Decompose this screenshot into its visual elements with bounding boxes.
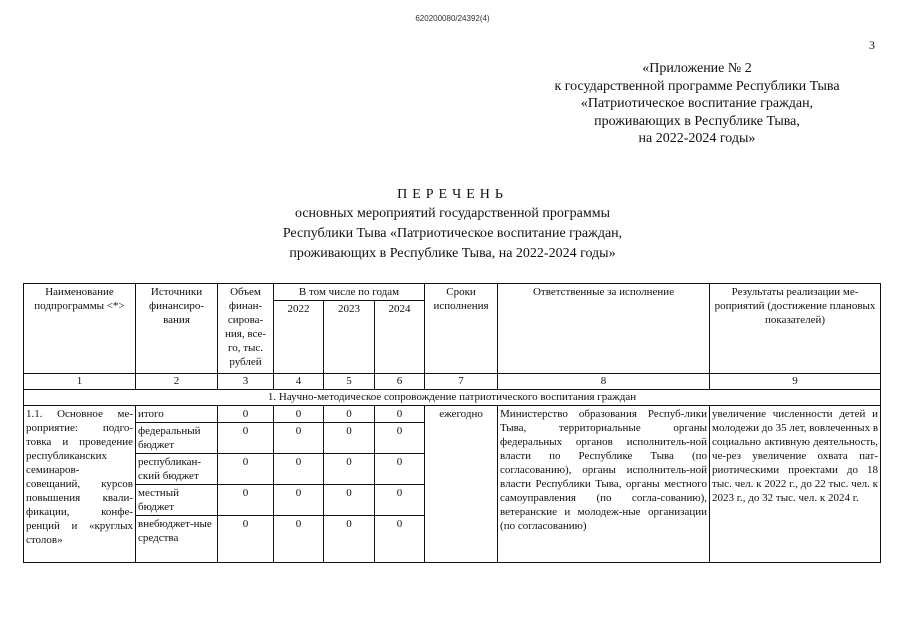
measure-name: 1.1. Основное ме-роприятие: подго-товка и проведение республиканских семинаров-совещаний, курсов повышения квали-фикации, конфе-ренций и «круглых столов» bbox=[24, 406, 136, 563]
header-name: Наименование подпрограммы <*> bbox=[24, 284, 136, 374]
source-2024: 0 bbox=[375, 423, 425, 454]
measure-results: увеличение численности детей и молодежи до 35 лет, вовлеченных в социально активную деятельность, че-рез увеличение охвата пат-риотическими проектами до 18 тыс. чел. к 2022 г., до 22 тыс. чел. к 2023 г., до 32 тыс. чел. к 2024 г. bbox=[710, 406, 881, 563]
measures-table bbox=[23, 283, 881, 563]
column-number: 7 bbox=[425, 374, 498, 390]
source-2023: 0 bbox=[324, 406, 375, 423]
header-volume: Объем финан-сирова-ния, все-го, тыс. рублей bbox=[218, 284, 274, 374]
column-number: 2 bbox=[136, 374, 218, 390]
document-title bbox=[0, 186, 905, 264]
source-2022: 0 bbox=[274, 485, 324, 516]
source-2024: 0 bbox=[375, 454, 425, 485]
source-name: внебюджет-ные средства bbox=[136, 516, 218, 563]
table-row bbox=[24, 406, 881, 423]
appendix-line: проживающих в Республике Тыва, bbox=[594, 113, 800, 129]
column-number-row bbox=[24, 374, 881, 390]
source-name: федеральный бюджет bbox=[136, 423, 218, 454]
column-number: 8 bbox=[498, 374, 710, 390]
source-2024: 0 bbox=[375, 406, 425, 423]
section-title: 1. Научно-методическое сопровождение патриотического воспитания граждан bbox=[24, 390, 881, 406]
appendix-line: «Патриотическое воспитание граждан, bbox=[580, 96, 814, 111]
header-row bbox=[24, 284, 881, 301]
header-year-2022: 2022 bbox=[274, 301, 324, 374]
title-line: основных мероприятий государственной программы bbox=[294, 206, 610, 221]
header-responsible: Ответственные за исполнение bbox=[498, 284, 710, 374]
source-2023: 0 bbox=[324, 454, 375, 485]
header-results: Результаты реализации ме-роприятий (достижение плановых показателей) bbox=[710, 284, 881, 374]
column-number: 9 bbox=[710, 374, 881, 390]
source-2024: 0 bbox=[375, 516, 425, 563]
source-total: 0 bbox=[218, 406, 274, 423]
appendix-block bbox=[517, 60, 877, 148]
source-total: 0 bbox=[218, 485, 274, 516]
source-2022: 0 bbox=[274, 516, 324, 563]
column-number: 6 bbox=[375, 374, 425, 390]
appendix-line: на 2022-2024 годы» bbox=[638, 131, 756, 146]
source-2022: 0 bbox=[274, 423, 324, 454]
appendix-line: к государственной программе Республики Тыва bbox=[554, 78, 840, 94]
source-name: республикан-ский бюджет bbox=[136, 454, 218, 485]
source-2022: 0 bbox=[274, 454, 324, 485]
source-2023: 0 bbox=[324, 516, 375, 563]
title-line: проживающих в Республике Тыва, на 2022-2024 годы» bbox=[289, 246, 616, 261]
source-name: местный бюджет bbox=[136, 485, 218, 516]
title-heading: ПЕРЕЧЕНЬ bbox=[397, 187, 508, 202]
title-line: Республики Тыва «Патриотическое воспитание граждан, bbox=[282, 226, 623, 241]
header-year-2024: 2024 bbox=[375, 301, 425, 374]
source-2024: 0 bbox=[375, 485, 425, 516]
source-total: 0 bbox=[218, 423, 274, 454]
column-number: 3 bbox=[218, 374, 274, 390]
measure-terms: ежегодно bbox=[425, 406, 498, 563]
header-by-years: В том числе по годам bbox=[274, 284, 425, 301]
column-number: 1 bbox=[24, 374, 136, 390]
header-terms: Сроки исполнения bbox=[425, 284, 498, 374]
source-2023: 0 bbox=[324, 485, 375, 516]
page-number: 3 bbox=[869, 38, 875, 52]
column-number: 5 bbox=[324, 374, 375, 390]
source-name: итого bbox=[136, 406, 218, 423]
appendix-line: «Приложение № 2 bbox=[642, 61, 752, 76]
column-number: 4 bbox=[274, 374, 324, 390]
source-2022: 0 bbox=[274, 406, 324, 423]
header-year-2023: 2023 bbox=[324, 301, 375, 374]
document-number: 620200080/24392(4) bbox=[415, 14, 490, 23]
measure-responsible: Министерство образования Респуб-лики Тыва, территориальные органы федеральных органов исполнитель-ной власти по Республике Тыва (по согласованию), органы исполнитель-ной власти Республики Тыва, органы местного самоуправления (по согла-сованию), ветеранские и молодеж-ные организации (по согласованию) bbox=[498, 406, 710, 563]
section-row bbox=[24, 390, 881, 406]
source-total: 0 bbox=[218, 516, 274, 563]
header-sources: Источники финансиро-вания bbox=[136, 284, 218, 374]
source-total: 0 bbox=[218, 454, 274, 485]
source-2023: 0 bbox=[324, 423, 375, 454]
